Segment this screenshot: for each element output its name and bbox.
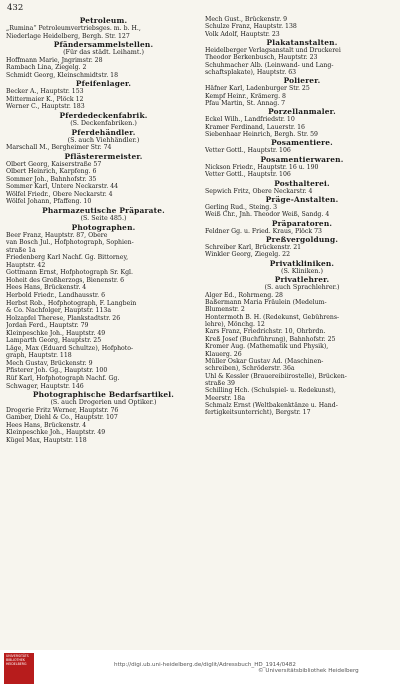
directory-entry: Schuhmacher Alb. (Leinwand- und Lang-: [205, 61, 334, 69]
section-heading: Posamentierwaren.: [260, 154, 344, 164]
directory-entry: & Co. Nachfolger, Hauptstr. 113a: [6, 307, 112, 315]
directory-entry: Müller Oskar Gustav Ad. (Maschinen-: [205, 357, 324, 365]
directory-entry: Hoheit des Großherzogs, Bienenstr. 6: [6, 276, 125, 284]
directory-entry: Kromer Aug. (Mathematik und Physik),: [205, 343, 329, 351]
logo-text-line: HEIDELBERG: [6, 661, 27, 666]
directory-section: [205, 275, 399, 416]
section-heading: Petroleum.: [79, 16, 128, 25]
section-heading: Photographen.: [71, 222, 136, 232]
directory-entry: Kramer Ferdinand, Lauerstr. 16: [205, 123, 305, 131]
directory-section: [205, 38, 399, 76]
directory-entry: schreiben), Schröderstr. 36a: [205, 365, 295, 373]
directory-section: [6, 40, 201, 79]
section-heading: Präge-Anstalten.: [265, 194, 339, 204]
directory-entry: Gamber, Diehl & Co., Hauptstr. 107: [6, 414, 118, 422]
directory-entry: Winkler Georg, Ziegelg. 22: [205, 251, 291, 259]
directory-entry: Becker A., Hauptstr. 153: [6, 88, 84, 96]
directory-entry: Weiß Chr., Jnh. Theodor Weiß, Sandg. 4: [205, 211, 330, 219]
left-column: [6, 16, 201, 444]
directory-section: [6, 111, 201, 128]
directory-entry: Kleinpeschke Joh., Hauptstr. 49: [6, 329, 106, 337]
section-heading: Plakatanstalten.: [266, 38, 338, 48]
directory-entry: van Bosch Jul., Hofphotograph, Sophien-: [6, 239, 134, 247]
section-heading: Pflästerermeister.: [64, 151, 143, 161]
section-heading: Posthalterei.: [274, 178, 330, 188]
directory-entry: Jordan Ferd., Hauptstr. 79: [6, 322, 89, 330]
footer: [0, 650, 400, 686]
directory-entry: Kars Franz, Friedrichstr. 10, Ohrbrdn.: [205, 328, 326, 336]
directory-entry: Schwager, Hauptstr. 146: [6, 382, 84, 390]
section-heading: Pharmazeutische Präparate.: [42, 205, 165, 215]
directory-entry: Nickson Friedr., Hauptstr. 16 u. 190: [205, 163, 319, 171]
directory-entry: Häfner Karl, Ladenburger Str. 25: [205, 85, 310, 93]
directory-entry: Herbold Friedr., Landhausstr. 6: [6, 291, 106, 299]
section-note: (S. auch Sprachlehrer.): [264, 283, 340, 292]
directory-entry: Hoffmann Marie, Jngrimstr. 28: [6, 56, 103, 64]
section-heading: Porzellanmaler.: [268, 107, 336, 117]
directory-section: [6, 206, 201, 223]
directory-entry: straße 1a: [6, 246, 36, 254]
directory-entry: Kügel Max, Hauptstr. 118: [6, 436, 87, 444]
directory-entry: Theodor Berkenbusch, Hauptstr. 23: [205, 54, 318, 62]
directory-entry: Mech Gust., Brückenstr. 9: [205, 16, 288, 23]
section-note: (S. Seite 485.): [80, 213, 127, 222]
section-note: (Für das städt. Leihamt.): [63, 48, 144, 57]
directory-entry: Volk Adolf, Hauptstr. 23: [205, 30, 280, 38]
directory-entry: Hauptstr. 42: [6, 261, 46, 269]
directory-entry: Gottmann Ernst, Hofphotograph Sr. Kgl.: [6, 269, 133, 277]
directory-section: [205, 155, 399, 179]
directory-entry: Rambach Lina, Ziegelg. 2: [6, 64, 87, 72]
directory-entry: Kempf Heinr., Krämerg. 8: [205, 92, 286, 100]
directory-entry: Mech Gustav, Brückenstr. 9: [6, 359, 93, 367]
section-heading: Polierer.: [283, 76, 321, 86]
directory-entry: Wölfel Friedr., Obere Neckarstr. 4: [6, 190, 113, 198]
directory-entry: Meerstr. 18a: [205, 394, 246, 402]
section-heading: Pferdehändler.: [71, 127, 136, 137]
directory-entry: lehre), Mönchg. 12: [205, 321, 265, 329]
directory-entry: Olbert Heinrich, Karpfeng. 6: [6, 168, 97, 176]
directory-entry: Gerling Rud., Steing. 3: [205, 203, 278, 211]
directory-entry: Marschall M., Bergheimer Str. 74: [6, 144, 112, 152]
directory-entry: Sommer Karl, Untere Neckarstr. 44: [6, 183, 119, 191]
directory-entry: straße 39: [205, 379, 235, 387]
directory-entry: Rüf Karl, Hofphotograph Nachf. Gg.: [6, 374, 120, 382]
section-heading: Pferdedeckenfabrik.: [59, 110, 148, 120]
directory-section: [205, 138, 399, 154]
directory-entry: Baßermann Maria Fräulein (Medelum-: [205, 299, 327, 307]
directory-entry: „Rumina“ Petroleumvertriebsges. m. b. H.,: [6, 25, 141, 32]
footer-url[interactable]: http://digi.ub.uni-heidelberg.de/diglit/Adressbuch_HD_1914/0482: [114, 662, 296, 668]
directory-section: [205, 259, 399, 276]
directory-section: [205, 235, 399, 259]
section-heading: Präparatoren.: [271, 218, 333, 228]
section-note: (S. auch Viehhändler.): [67, 135, 140, 144]
directory-section: [6, 152, 201, 206]
logo-text-line: UNIVERSITÄTS: [6, 654, 29, 658]
directory-entry: Drogerie Fritz Werner, Hauptstr. 76: [6, 406, 119, 414]
section-note: (S. Kliniken.): [280, 266, 324, 275]
logo-text-line: BIBLIOTHEK: [6, 657, 25, 662]
directory-entry: Hontermoth B. H. (Redekunst, Gebührens-: [205, 313, 340, 321]
directory-entry: Herbst Rob., Hofphotograph, F. Langbein: [6, 299, 137, 307]
section-note: (S. Deckenfabriken.): [70, 118, 137, 127]
section-heading: Preßvergoldung.: [265, 234, 339, 244]
section-heading: Privatkliniken.: [269, 258, 335, 268]
library-logo: [4, 653, 34, 684]
directory-entry: Schmidt Georg, Kleinschmidtstr. 18: [6, 71, 119, 79]
directory-entry: Feldner Gg. u. Fried. Kraus, Plöck 73: [205, 227, 322, 235]
directory-entry: Kreß Josef (Buchführung), Bahnhofstr. 25: [205, 335, 336, 343]
directory-entry: Beer Franz, Hauptstr. 87, Obere: [6, 231, 108, 239]
directory-entry: Eckel Wilh., Landfriedstr. 10: [205, 116, 295, 124]
directory-entry: graph, Hauptstr. 118: [6, 352, 72, 360]
directory-entry: Blumenstr. 2: [205, 306, 245, 314]
directory-section: [6, 390, 201, 444]
directory-section: [205, 195, 399, 219]
section-heading: Privatlehrer.: [274, 275, 330, 285]
directory-entry: Holzapfel Therese, Plankstadtstr. 26: [6, 314, 121, 322]
directory-section: [6, 128, 201, 152]
directory-entry: Vetter Gottl., Hauptstr. 106: [205, 147, 291, 155]
directory-section: [6, 223, 201, 390]
directory-entry: Olbert Georg, Kaiserstraße 57: [6, 160, 102, 168]
footer-copyright: © Universitätsbibliothek Heidelberg: [258, 668, 359, 674]
directory-entry: Kleinpeschke Joh., Hauptstr. 49: [6, 429, 106, 437]
directory-entry: Niederlage Heidelberg, Bergh. Str. 127: [6, 32, 130, 40]
directory-section: [6, 79, 201, 111]
directory-entry: Heidelberger Verlagsanstalt und Druckerei: [205, 47, 341, 55]
page-number: 432: [7, 3, 24, 13]
section-heading: Posamentiere.: [271, 138, 333, 148]
section-heading: Pfändersammelstellen.: [53, 40, 154, 50]
directory-entry: Siebenhaar Heinrich, Bergh. Str. 59: [205, 131, 318, 139]
directory-entry: Klauerg. 26: [205, 350, 242, 358]
right-column: [205, 16, 399, 417]
section-heading: Pfeifenlager.: [75, 79, 132, 89]
directory-entry: Lamparth Georg, Hauptstr. 25: [6, 337, 102, 345]
directory-entry: Pfau Martin, St. Annag. 7: [205, 100, 286, 108]
directory-entry: Hees Hans, Brückenstr. 4: [6, 284, 87, 292]
directory-section: [205, 107, 399, 138]
directory-entry: fertigkeitsunterricht), Bergstr. 17: [205, 409, 311, 417]
section-note: (S. auch Drogerien und Optiker.): [50, 398, 157, 407]
directory-section: [205, 16, 399, 38]
directory-section: [205, 76, 399, 107]
directory-entry: Schmalz Ernst (Weltbakenktänze u. Hand-: [205, 401, 338, 409]
directory-entry: Werner C., Hauptstr. 183: [6, 103, 85, 111]
directory-entry: Sepwich Fritz, Obere Neckarstr. 4: [205, 187, 313, 195]
directory-entry: Vetter Gottl., Hauptstr. 106: [205, 171, 291, 179]
directory-entry: Sommer Joh., Bahnhofstr. 35: [6, 175, 97, 183]
directory-entry: Mittermaier K., Plöck 12: [6, 95, 84, 103]
directory-section: [205, 179, 399, 195]
directory-entry: Alger Ed., Rohrmeng. 28: [205, 291, 283, 299]
section-heading: Photographische Bedarfsartikel.: [32, 390, 175, 400]
directory-section: [205, 219, 399, 235]
directory-entry: Schilling Hch. (Schulspiel- u. Redekunst),: [205, 387, 336, 395]
directory-entry: Schulze Franz, Hauptstr. 138: [205, 23, 297, 31]
directory-entry: Uhl & Kessler (Brauereibiirostelle), Brücken-: [205, 372, 347, 380]
directory-entry: Hees Hans, Brückenstr. 4: [6, 421, 87, 429]
directory-entry: Läge, Max (Eduard Schultze), Hofphoto-: [6, 344, 134, 352]
directory-entry: Friedenberg Karl Nachf. Gg. Bittorney,: [6, 254, 129, 262]
directory-entry: schaftsplakate), Hauptstr. 63: [205, 69, 297, 77]
directory-entry: Schreiber Karl, Brückenstr. 21: [205, 243, 302, 251]
directory-entry: Pfisterer Joh. Gg., Hauptstr. 100: [6, 367, 108, 375]
directory-entry: Wölfel Johann, Pfaffeng. 10: [6, 198, 92, 206]
directory-section: [6, 16, 201, 40]
